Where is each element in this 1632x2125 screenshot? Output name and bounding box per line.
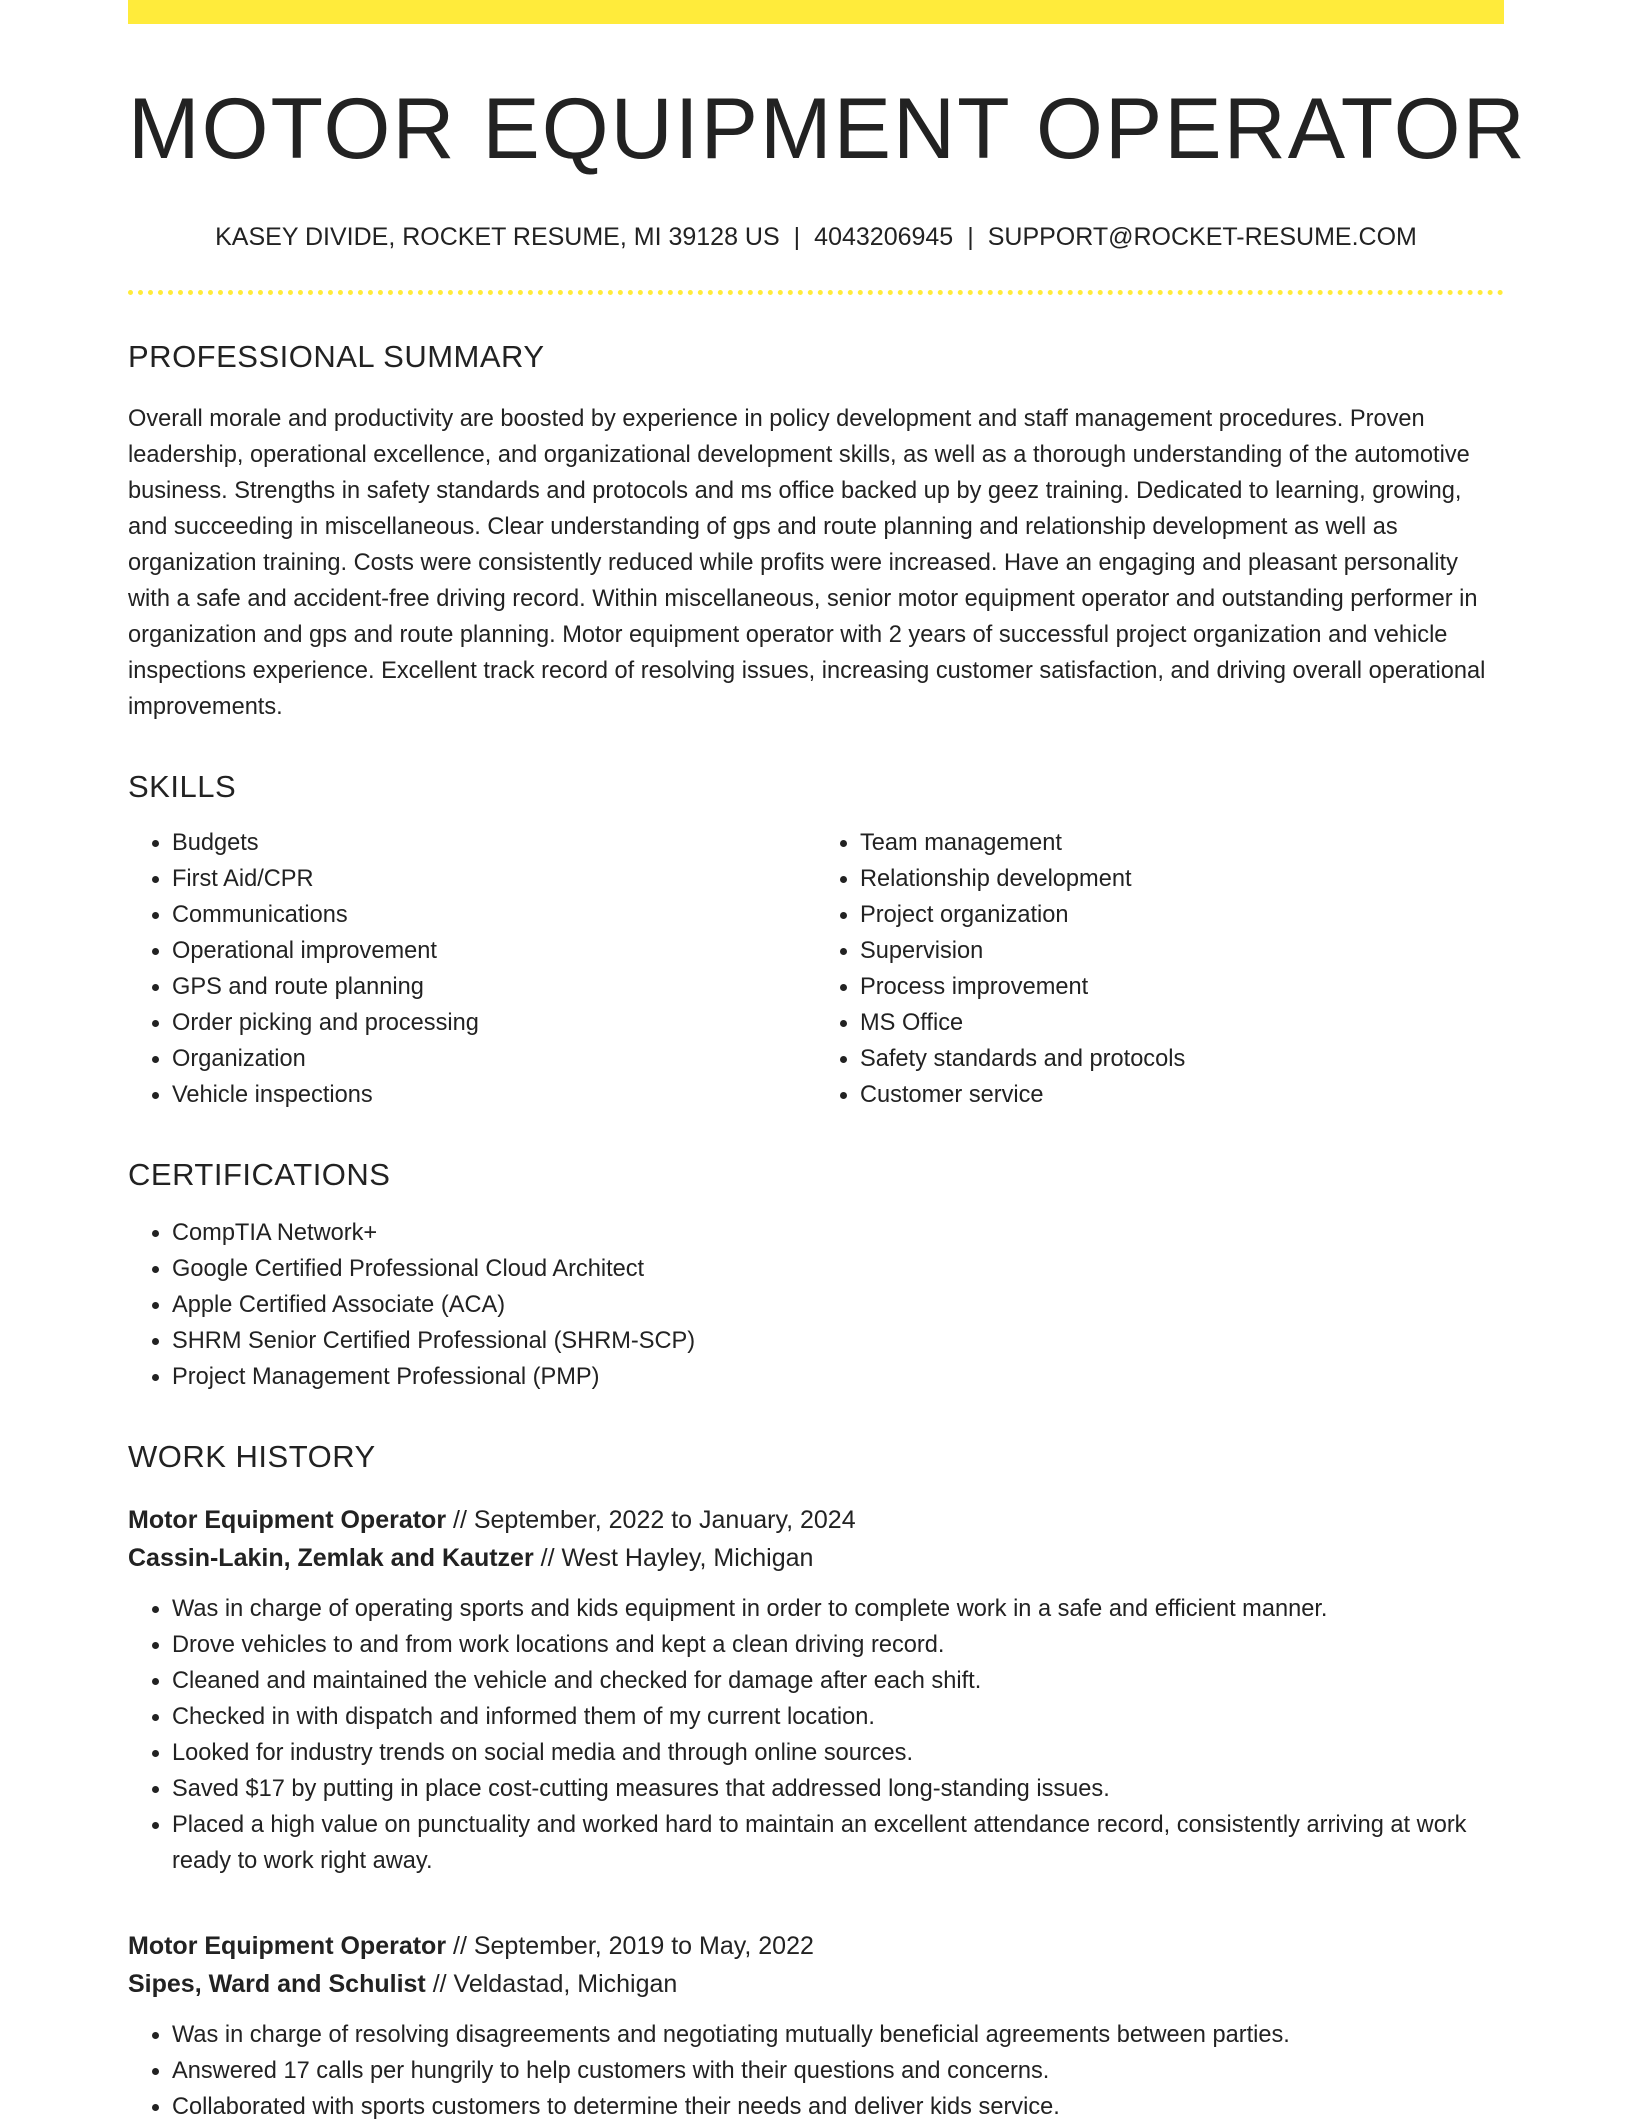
- job-duty: • Cleaned and maintained the vehicle and checked for damage after each shift.: [172, 1663, 1504, 1699]
- job-duty: • Was in charge of resolving disagreements and negotiating mutually beneficial agreements between parties.: [172, 2017, 1504, 2053]
- skill-item: • GPS and route planning: [172, 969, 816, 1005]
- job-location: // Veldastad, Michigan: [432, 1969, 678, 1998]
- job-company: Sipes, Ward and Schulist: [128, 1969, 426, 1998]
- job-company-line: [128, 1539, 1504, 1577]
- certification-item: • CompTIA Network+: [172, 1215, 1504, 1251]
- job-title-line: [128, 1927, 1504, 1965]
- skill-item: • Customer service: [860, 1077, 1504, 1113]
- certification-item: • Project Management Professional (PMP): [172, 1359, 1504, 1395]
- job-company-line: [128, 1965, 1504, 2003]
- skill-item: • Order picking and processing: [172, 1005, 816, 1041]
- job-duty: • Drove vehicles to and from work locations and kept a clean driving record.: [172, 1627, 1504, 1663]
- job-location: // West Hayley, Michigan: [540, 1543, 814, 1572]
- contact-email: SUPPORT@ROCKET-RESUME.COM: [987, 222, 1417, 251]
- skills-list-left: [128, 825, 816, 1113]
- job-company: Cassin-Lakin, Zemlak and Kautzer: [128, 1543, 534, 1572]
- certifications-list: [128, 1215, 1504, 1395]
- skills-heading: SKILLS: [128, 768, 237, 804]
- skill-item: • Vehicle inspections: [172, 1077, 816, 1113]
- summary-text: Overall morale and productivity are boosted by experience in policy development and staff management procedures. Proven leadership, operational excellence, and organizational development skills, as well as a thorough understanding of the automotive business. Strengths in safety standards and protocols and ms office backed up by geez training. Dedicated to learning, growing, and succeeding in miscellaneous. Clear understanding of gps and route planning and relationship development as well as organization training. Costs were consistently reduced while profits were increased. Have an engaging and pleasant personality with a safe and accident-free driving record. Within miscellaneous, senior motor equipment operator and outstanding performer in organization and gps and route planning. Motor equipment operator with 2 years of successful project organization and vehicle inspections experience. Excellent track record of resolving issues, increasing customer satisfaction, and driving overall operational improvements.: [128, 405, 1486, 720]
- job-duty: • Placed a high value on punctuality and worked hard to maintain an excellent attendance record, consistently arriving at work ready to work right away.: [172, 1807, 1504, 1879]
- job-duty: • Looked for industry trends on social media and through online sources.: [172, 1735, 1504, 1771]
- skill-item: • Safety standards and protocols: [860, 1041, 1504, 1077]
- skills-list-right: [816, 825, 1504, 1113]
- skill-item: • Communications: [172, 897, 816, 933]
- job-title-line: [128, 1501, 1504, 1539]
- resume-title: MOTOR EQUIPMENT OPERATOR: [128, 81, 1527, 177]
- skill-item: • Organization: [172, 1041, 816, 1077]
- skill-item: • Supervision: [860, 933, 1504, 969]
- certification-item: • Google Certified Professional Cloud Architect: [172, 1251, 1504, 1287]
- job-entry: [128, 1501, 1504, 1879]
- contact-line: [128, 223, 1504, 252]
- work-history-heading: WORK HISTORY: [128, 1438, 376, 1474]
- contact-address: KASEY DIVIDE, ROCKET RESUME, MI 39128 US: [215, 222, 780, 251]
- job-duty: • Answered 17 calls per hungrily to help customers with their questions and concerns.: [172, 2053, 1504, 2089]
- resume-page: [128, 0, 1527, 2125]
- skills-grid: [128, 825, 1504, 1113]
- certification-item: • Apple Certified Associate (ACA): [172, 1287, 1504, 1323]
- contact-phone: 4043206945: [814, 222, 954, 251]
- skill-item: • First Aid/CPR: [172, 861, 816, 897]
- job-duty: • Collaborated with sports customers to determine their needs and deliver kids service.: [172, 2089, 1504, 2125]
- job-duty: • Saved $17 by putting in place cost-cutting measures that addressed long-standing issues.: [172, 1771, 1504, 1807]
- skill-item: • Budgets: [172, 825, 816, 861]
- skill-item: • Relationship development: [860, 861, 1504, 897]
- dotted-divider: [128, 290, 1504, 295]
- contact-separator: |: [967, 222, 974, 251]
- job-entry: [128, 1927, 1504, 2125]
- job-title: Motor Equipment Operator: [128, 1931, 447, 1960]
- skill-item: • Operational improvement: [172, 933, 816, 969]
- skill-item: • Project organization: [860, 897, 1504, 933]
- job-duty: • Checked in with dispatch and informed them of my current location.: [172, 1699, 1504, 1735]
- skill-item: • Team management: [860, 825, 1504, 861]
- job-dates: // September, 2019 to May, 2022: [453, 1931, 814, 1960]
- job-duty: • Was in charge of operating sports and kids equipment in order to complete work in a safe and efficient manner.: [172, 1591, 1504, 1627]
- accent-top-bar: [128, 0, 1504, 24]
- certifications-heading: CERTIFICATIONS: [128, 1156, 391, 1192]
- job-duties-list: [128, 1591, 1504, 1879]
- certification-item: • SHRM Senior Certified Professional (SHRM-SCP): [172, 1323, 1504, 1359]
- skill-item: • Process improvement: [860, 969, 1504, 1005]
- job-dates: // September, 2022 to January, 2024: [453, 1505, 856, 1534]
- skill-item: • MS Office: [860, 1005, 1504, 1041]
- job-title: Motor Equipment Operator: [128, 1505, 447, 1534]
- summary-heading: PROFESSIONAL SUMMARY: [128, 338, 545, 374]
- job-duties-list: [128, 2017, 1504, 2125]
- contact-separator: |: [793, 222, 801, 251]
